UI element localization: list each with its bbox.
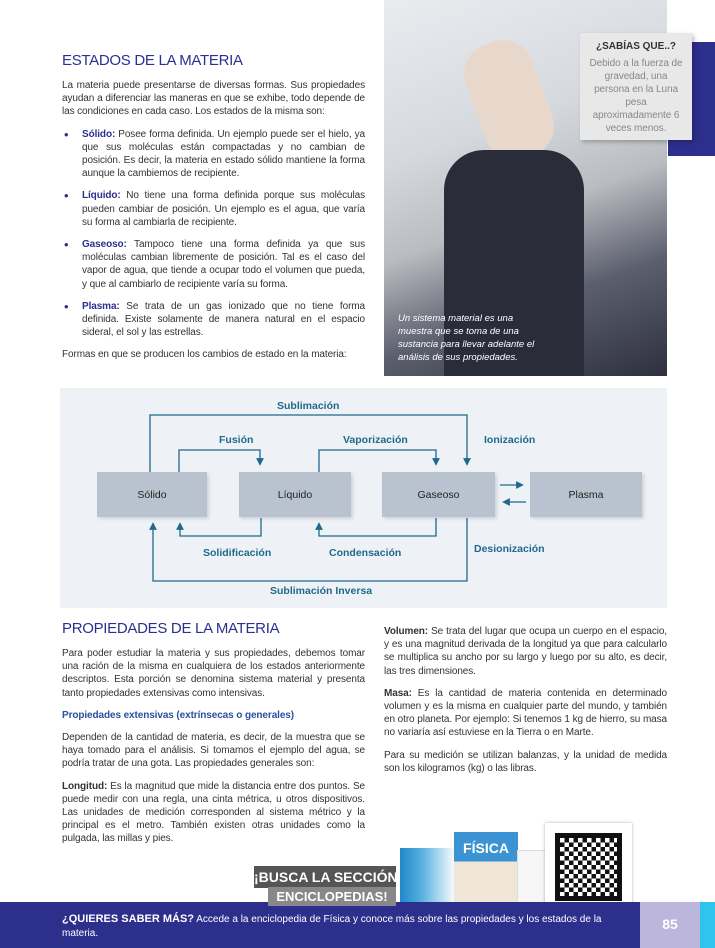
promo-line-1: ¡BUSCA LA SECCIÓN bbox=[254, 866, 396, 888]
label-sublimacion-inversa: Sublimación Inversa bbox=[270, 585, 373, 597]
formas-text: Formas en que se producen los cambios de estado en la materia: bbox=[62, 349, 347, 361]
masa-paragraph bbox=[384, 687, 667, 740]
term: Volumen: bbox=[384, 626, 429, 637]
extensivas-text: Dependen de la cantidad de materia, es decir, de la muestra que se haya tomado para el análisis. Si tomamos el ejemplo del agua, se podría tratar de una gota. Las propiedades generales son: bbox=[62, 732, 365, 770]
label-ionizacion: Ionización bbox=[484, 434, 536, 446]
section-title-estados: ESTADOS DE LA MATERIA bbox=[62, 52, 243, 69]
arrow-sublimacion-inversa bbox=[153, 518, 467, 581]
cyan-strip bbox=[700, 902, 715, 948]
term: Longitud: bbox=[62, 780, 108, 792]
label-vaporizacion: Vaporización bbox=[343, 434, 408, 446]
arrow-condensacion bbox=[319, 518, 436, 536]
label-condensacion: Condensación bbox=[329, 547, 402, 559]
intro-paragraph: La materia puede presentarse de diversas formas. Sus propiedades ayudan a diferenciar las maneras en que se exhibe, todo depende de las condiciones en cada caso. Los estados de la misma son: bbox=[62, 80, 365, 118]
did-you-know-title: ¿SABÍAS QUE..? bbox=[595, 41, 676, 52]
propiedades-intro: Para poder estudiar la materia y sus propiedades, debemos tomar una ración de la misma en cualquiera de los estados anteriormente descriptos. Esta porción se denomina sistema material y presenta tanto propiedades extensivas como intensivas. bbox=[62, 648, 365, 699]
state-box-gaseoso: Gaseoso bbox=[382, 472, 495, 517]
volumen-paragraph bbox=[384, 625, 667, 678]
term: Gaseoso: bbox=[82, 239, 127, 251]
promo-line-2: ENCICLOPEDIAS! bbox=[268, 887, 396, 906]
definition: Posee forma definida. Un ejemplo puede ser el hielo, ya que sus moléculas están compactadas y no cambian de posición. Es decir, la materia en estado sólido mantiene la forma aunque la cambiemos de recipiente. bbox=[82, 128, 365, 180]
label-sublimacion: Sublimación bbox=[277, 400, 340, 412]
subtitle-extensivas: Propiedades extensivas (extrínsecas o generales) bbox=[62, 709, 294, 721]
photo-caption: Un sistema material es una muestra que se toma de una sustancia para llevar adelante el análisis de sus propiedades. bbox=[398, 313, 535, 363]
state-box-solido: Sólido bbox=[97, 472, 207, 517]
footer-text: Accede a la enciclopedia de Física y conoce más sobre las propiedades y los estados de la materia. bbox=[62, 914, 602, 939]
medicion-paragraph: Para su medición se utilizan balanzas, y la unidad de medida son los kilogramos (kg) o las libras. bbox=[384, 749, 667, 774]
term: Plasma: bbox=[82, 300, 120, 312]
state-box-plasma: Plasma bbox=[530, 472, 642, 517]
qr-pattern bbox=[555, 833, 622, 901]
arrow-sublimacion bbox=[150, 415, 467, 472]
section-title-propiedades: PROPIEDADES DE LA MATERIA bbox=[62, 620, 280, 637]
state-box-liquido: Líquido bbox=[239, 472, 351, 517]
label-fusion: Fusión bbox=[219, 434, 254, 446]
footer-banner bbox=[0, 902, 640, 948]
definition: No tiene una forma definida porque sus moléculas pueden cambiar de posición. Un ejemplo es el agua, que varía su forma al cambiarla de recipiente. bbox=[82, 190, 365, 228]
label-solidificacion: Solidificación bbox=[203, 547, 272, 559]
page-number: 85 bbox=[640, 902, 700, 948]
footer-heading: ¿QUIERES SABER MÁS? bbox=[62, 913, 195, 925]
page-sample bbox=[517, 850, 547, 910]
did-you-know-text: Debido a la fuerza de gravedad, una persona en la Luna pesa aproximadamente 6 veces menos. bbox=[589, 58, 683, 134]
arrow-vaporizacion bbox=[319, 450, 436, 472]
label-desionizacion: Desionización bbox=[474, 543, 545, 555]
definition: Es la cantidad de materia contenida en determinado volumen y es la misma en cualquier parte del mundo, y también en otro planeta. Por ejemplo: Si tenemos 1 kg de hierro, su masa no variaría así estuviese en la Tierra o en Marte. bbox=[384, 687, 667, 739]
arrow-fusion bbox=[179, 450, 260, 472]
definition: Se trata del lugar que ocupa un cuerpo en el espacio, y es una magnitud derivada de la longitud ya que para calcularlo se multiplica su ancho por su largo y luego por su alto, es decir, las tres dimensiones. bbox=[384, 626, 667, 677]
term: Líquido: bbox=[82, 190, 121, 202]
longitud-paragraph bbox=[62, 780, 365, 846]
qr-code[interactable] bbox=[545, 823, 632, 911]
definition: Se trata de un gas ionizado que no tiene forma definida. Existe solamente de manera natural en el espacio sideral, el sol y las estrellas. bbox=[82, 300, 365, 339]
definition: Tampoco tiene una forma definida ya que sus moléculas cambian libremente de posición. Tal es el caso del vapor de agua, que tiende a ocupar todo el volumen que pueda, y que al cambiarlo de recipiente varía su forma. bbox=[82, 239, 365, 290]
term: Sólido: bbox=[82, 128, 116, 140]
arrow-solidificacion bbox=[180, 518, 261, 536]
term: Masa: bbox=[384, 687, 412, 699]
book-title: FÍSICA bbox=[463, 840, 509, 856]
definition: Es la magnitud que mide la distancia entre dos puntos. Se puede medir con una regla, una cinta métrica, u otros dispositivos. Las unidades de medición corresponden al sistema métrico y la principal es el metro. También existen otras unidades como la pulgada, las millas y pies. bbox=[62, 780, 365, 845]
